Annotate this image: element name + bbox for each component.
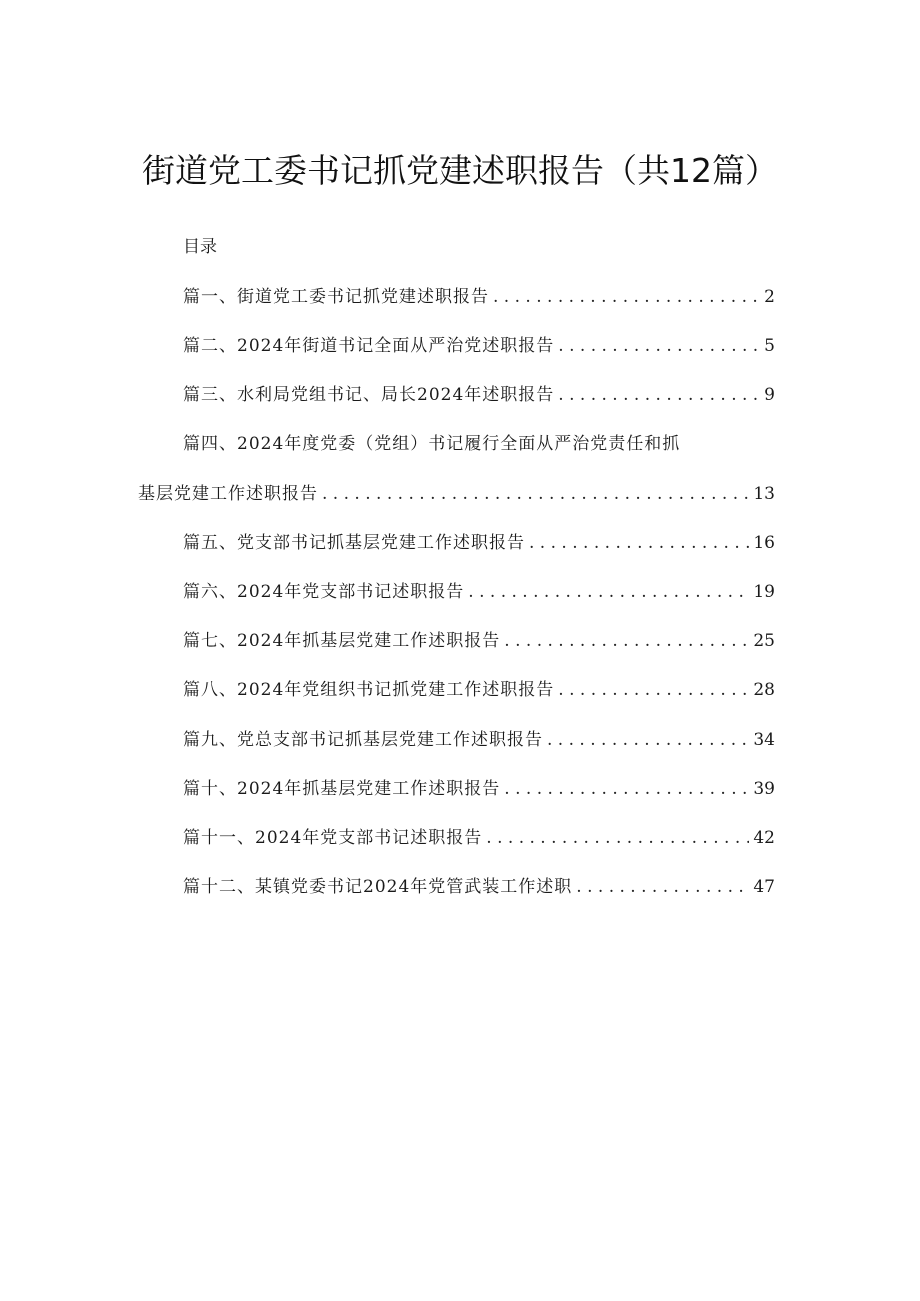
toc-leader-dots [486, 825, 749, 851]
toc-entry[interactable] [138, 333, 775, 359]
document-title: 街道党工委书记抓党建述职报告（共12篇） [142, 151, 778, 190]
toc-entry-title: 篇五、党支部书记抓基层党建工作述职报告 [183, 533, 525, 553]
toc-entry-page: 19 [753, 582, 775, 602]
toc-entry-page: 47 [753, 877, 775, 897]
toc-entry[interactable] [138, 825, 775, 851]
toc-leader-dots [322, 481, 749, 507]
toc-heading: 目录 [183, 237, 217, 257]
toc-leader-dots [547, 727, 749, 753]
toc-entry[interactable] [138, 677, 775, 703]
toc-entry-title: 篇十二、某镇党委书记2024年党管武装工作述职 [183, 877, 573, 897]
toc-entry-title: 篇一、街道党工委书记抓党建述职报告 [183, 287, 489, 307]
toc-entry-title: 篇八、2024年党组织书记抓党建工作述职报告 [183, 680, 555, 700]
toc-entry[interactable] [138, 628, 775, 654]
toc-leader-dots [504, 628, 749, 654]
toc-leader-dots [504, 776, 749, 802]
toc-leader-dots [558, 677, 749, 703]
toc-entry-page: 39 [753, 779, 775, 799]
toc-leader-dots [468, 579, 749, 605]
toc-leader-dots [576, 874, 749, 900]
toc-entry-page: 5 [764, 336, 775, 356]
toc-entry[interactable] [138, 874, 775, 900]
toc-leader-dots [558, 382, 760, 408]
toc-entry[interactable] [138, 727, 775, 753]
toc-entry[interactable] [138, 431, 775, 507]
toc-entry-title: 篇七、2024年抓基层党建工作述职报告 [183, 631, 501, 651]
toc-leader-dots [493, 284, 760, 310]
toc-entry-page: 16 [753, 533, 775, 553]
toc-entry-title: 篇二、2024年街道书记全面从严治党述职报告 [183, 336, 555, 356]
toc-entry[interactable] [138, 530, 775, 556]
toc-leader-dots [529, 530, 749, 556]
toc-entry-page: 13 [753, 484, 775, 504]
toc-entry-title: 篇四、2024年度党委（党组）书记履行全面从严治党责任和抓 [183, 434, 681, 454]
toc-entry-page: 9 [764, 385, 775, 405]
toc-entry-page: 42 [753, 828, 775, 848]
toc-entry-page: 2 [764, 287, 775, 307]
toc-entry-page: 25 [753, 631, 775, 651]
toc-entry[interactable] [138, 284, 775, 310]
toc-entry-page: 34 [753, 730, 775, 750]
toc-entry-title: 篇九、党总支部书记抓基层党建工作述职报告 [183, 730, 543, 750]
toc-entry-title: 篇十、2024年抓基层党建工作述职报告 [183, 779, 501, 799]
toc-entry-title-continued: 基层党建工作述职报告 [138, 484, 318, 504]
toc-entry-title: 篇十一、2024年党支部书记述职报告 [183, 828, 483, 848]
toc-leader-dots [558, 333, 760, 359]
toc-entry-page: 28 [753, 680, 775, 700]
toc-entry[interactable] [138, 382, 775, 408]
toc-entry[interactable] [138, 776, 775, 802]
toc-entry-title: 篇三、水利局党组书记、局长2024年述职报告 [183, 385, 555, 405]
toc-entry[interactable] [138, 579, 775, 605]
toc-entry-title: 篇六、2024年党支部书记述职报告 [183, 582, 465, 602]
